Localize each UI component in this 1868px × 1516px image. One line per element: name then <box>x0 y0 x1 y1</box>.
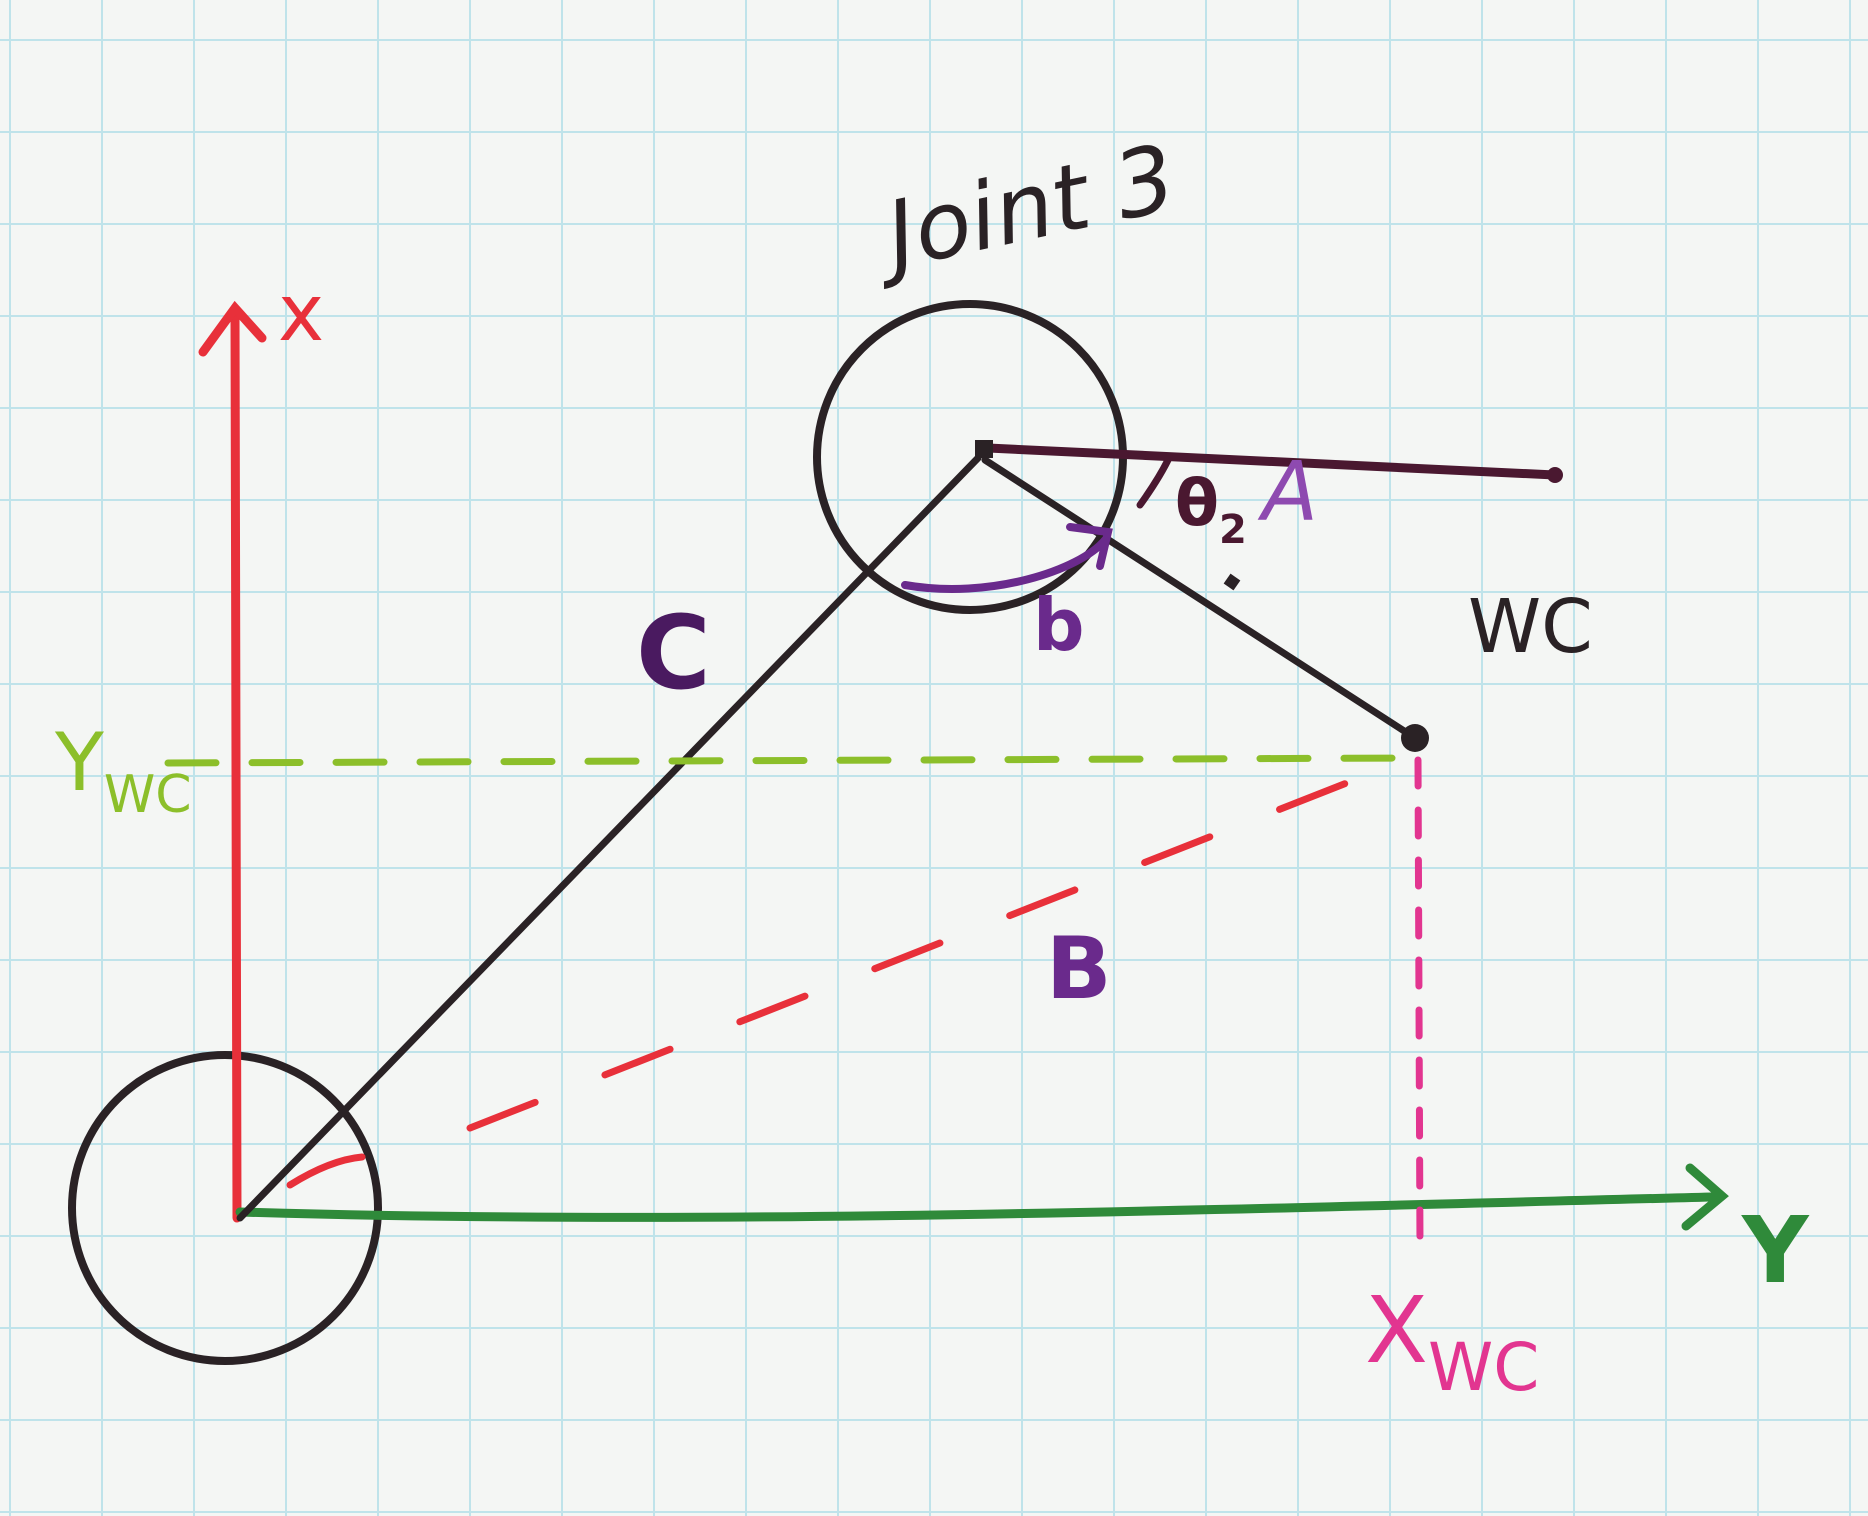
theta2-label <box>1175 467 1247 553</box>
theta-subscript: 2 <box>1218 507 1247 553</box>
side-b-label: B <box>1046 919 1112 1019</box>
side-c-label: C <box>636 594 711 713</box>
xwc-dashed-line <box>1418 760 1420 1248</box>
ywc-subscript: WC <box>103 765 192 825</box>
side-c-line <box>240 458 978 1218</box>
ywc-label <box>54 716 192 825</box>
wc-point <box>1401 724 1429 752</box>
ywc-dashed-line <box>168 758 1410 763</box>
angle-b-arc <box>905 540 1105 589</box>
base-angle-arc <box>290 1157 362 1185</box>
side-b-dashed-line <box>470 760 1405 1128</box>
base-joint-circle <box>72 1055 378 1361</box>
theta2-arc <box>1140 460 1168 505</box>
diagram-title: Joint 3 <box>877 124 1185 290</box>
xwc-label <box>1365 1277 1539 1406</box>
theta-symbol: θ <box>1175 467 1219 541</box>
angle-b-label: b <box>1033 583 1085 667</box>
y-axis-label: Y <box>1742 1197 1809 1304</box>
wc-label: WC <box>1468 584 1593 670</box>
y-axis-arrow <box>240 1168 1722 1226</box>
joint3-center-mark <box>975 440 993 458</box>
side-a-label: A <box>1262 445 1319 540</box>
link-marker <box>1224 574 1241 591</box>
reference-line-end-dot <box>1547 467 1563 483</box>
xwc-letter: X <box>1365 1277 1429 1384</box>
x-axis-label: x <box>278 269 325 359</box>
ywc-letter: Y <box>55 716 104 809</box>
xwc-subscript: WC <box>1428 1329 1540 1406</box>
